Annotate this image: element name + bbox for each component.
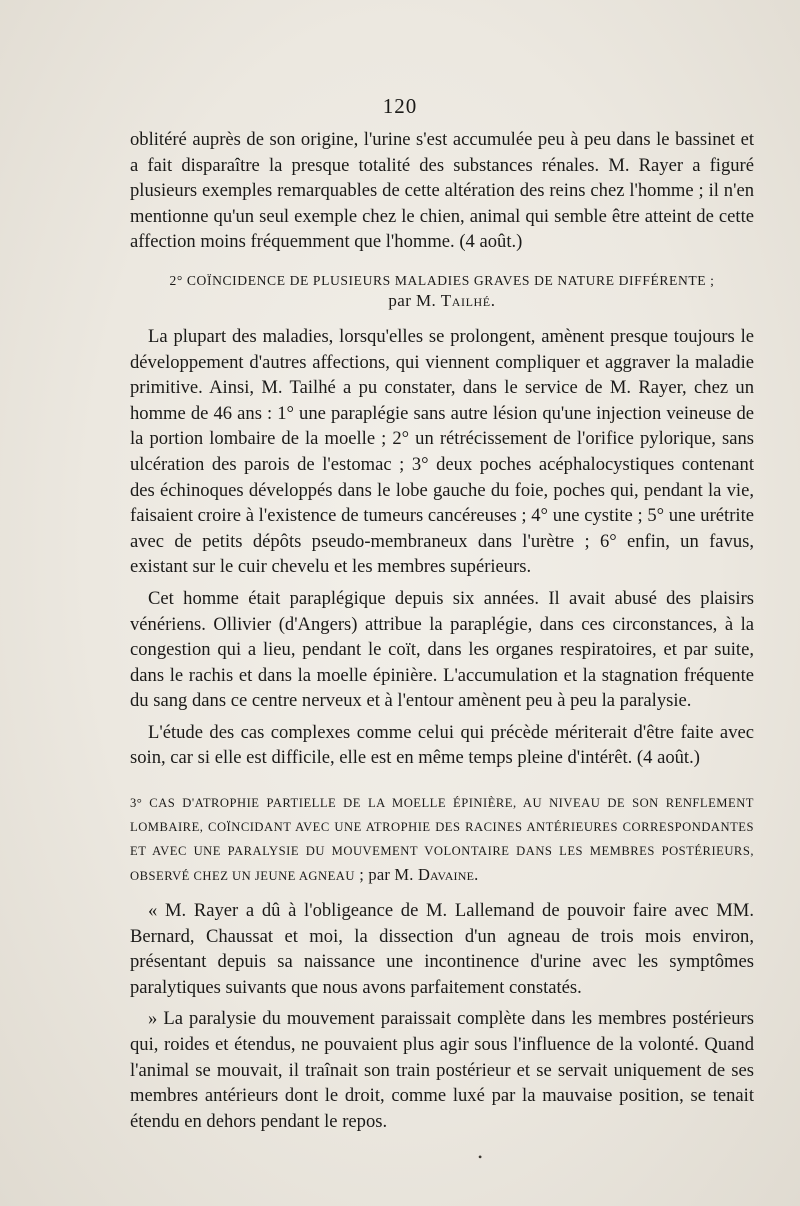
section-3-by-prefix: ; par M. [354, 865, 418, 885]
section-2-paragraph-2: Cet homme était paraplégique depuis six années. Il avait abusé des plaisirs vénériens. Ollivier (d'Angers) attribue la paraplégie, dans ces circonstances, à la congestion qui a lieu, pendant le coït, dans les organes respiratoires, et par suite, dans le rachis et dans la moelle épinière. L'accumulation et la stagnation fréquente du sang dans ce centre nerveux et à l'entour amènent peu à peu la paralysie. [130, 587, 754, 712]
section-2-by-prefix: par M. [388, 290, 441, 310]
section-3-paragraph-2: » La paralysie du mouvement paraissait complète dans les membres postérieurs qui, roides et étendus, ne pouvaient plus agir sous l'influence de la volonté. Quand l'animal se mouvait, il traînait son train postérieur et se servait uniquement de ses membres antérieurs dont le droit, comme luxé par la mauvaise position, se tenait étendu en dehors pendant le repos. [130, 1008, 754, 1132]
section-3-paragraph-1: « M. Rayer a dû à l'obligeance de M. Lallemand de pouvoir faire avec MM. Bernard, Chaussat et moi, la dissection d'un agneau de trois mois environ, présentant depuis sa naissance une incontinence d'urine avec les symptômes paralytiques suivants que nous avons parfaitement constatés. [130, 900, 754, 998]
section-2-heading [130, 271, 754, 312]
section-2-paragraph-1: La plupart des maladies, lorsqu'elles se prolongent, amènent presque toujours le développement d'autres affections, qui viennent compliquer et aggraver la maladie primitive. Ainsi, M. Tailhé a pu constater, dans le service de M. Rayer, chez un homme de 46 ans : 1° une paraplégie sans autre lésion qu'une injection veineuse de la portion lombaire de la moelle ; 2° un rétrécissement de l'orifice pylorique, sans ulcération des parois de l'estomac ; 3° deux poches acéphalocystiques contenant des échinoques développés dans le lobe gauche du foie, poches qui, pendant la vie, faisaient croire à l'existence de tumeurs cancéreuses ; 4° une cystite ; 5° une urétrite avec de petits dépôts pseudo-membraneux dans l'urètre ; 6° enfin, un favus, existant sur le cuir chevelu et les membres supérieurs. [130, 325, 754, 578]
section-3-title-block [130, 791, 754, 888]
section-2-author: Tailhé. [440, 290, 496, 310]
page-body [130, 127, 754, 1134]
section-2-title: 2° COÏNCIDENCE DE PLUSIEURS MALADIES GRAVES DE NATURE DIFFÉRENTE ; [169, 272, 715, 288]
section-3-author: Davaine. [417, 865, 479, 885]
section-2-paragraph-3: L'étude des cas complexes comme celui qui précède mériterait d'être faite avec soin, car si elle est difficile, elle est en même temps pleine d'intérêt. (4 août.) [130, 721, 754, 769]
page-number: 120 [382, 94, 418, 118]
section-3-title: 3° CAS D'ATROPHIE PARTIELLE DE LA MOELLE ÉPINIÈRE, AU NIVEAU DE SON RENFLEMENT LOMBAIRE, COÏNCIDANT AVEC UNE ATROPHIE DES RACINES ANTÉRIEURES CORRESPONDANTES ET AVEC UNE PARALYSIE DU MOUVEMENT VOLONTAIRE DANS LES MEMBRES POSTÉRIEURS, OBSERVÉ CHEZ UN JEUNE AGNEAU [130, 796, 754, 884]
intro-paragraph: oblitéré auprès de son origine, l'urine s'est accumulée peu à peu dans le bassinet et a fait disparaître la presque totalité des substances rénales. M. Rayer a figuré plusieurs exemples remarquables de cette altération des reins chez l'homme ; il n'en mentionne qu'un seul exemple chez le chien, animal qui semble être atteint de cette affection moins fréquemment que l'homme. (4 août.) [130, 129, 754, 253]
section-2-byline [130, 291, 754, 312]
print-mark-dot: • [478, 1150, 483, 1164]
section-3-heading [130, 791, 754, 888]
